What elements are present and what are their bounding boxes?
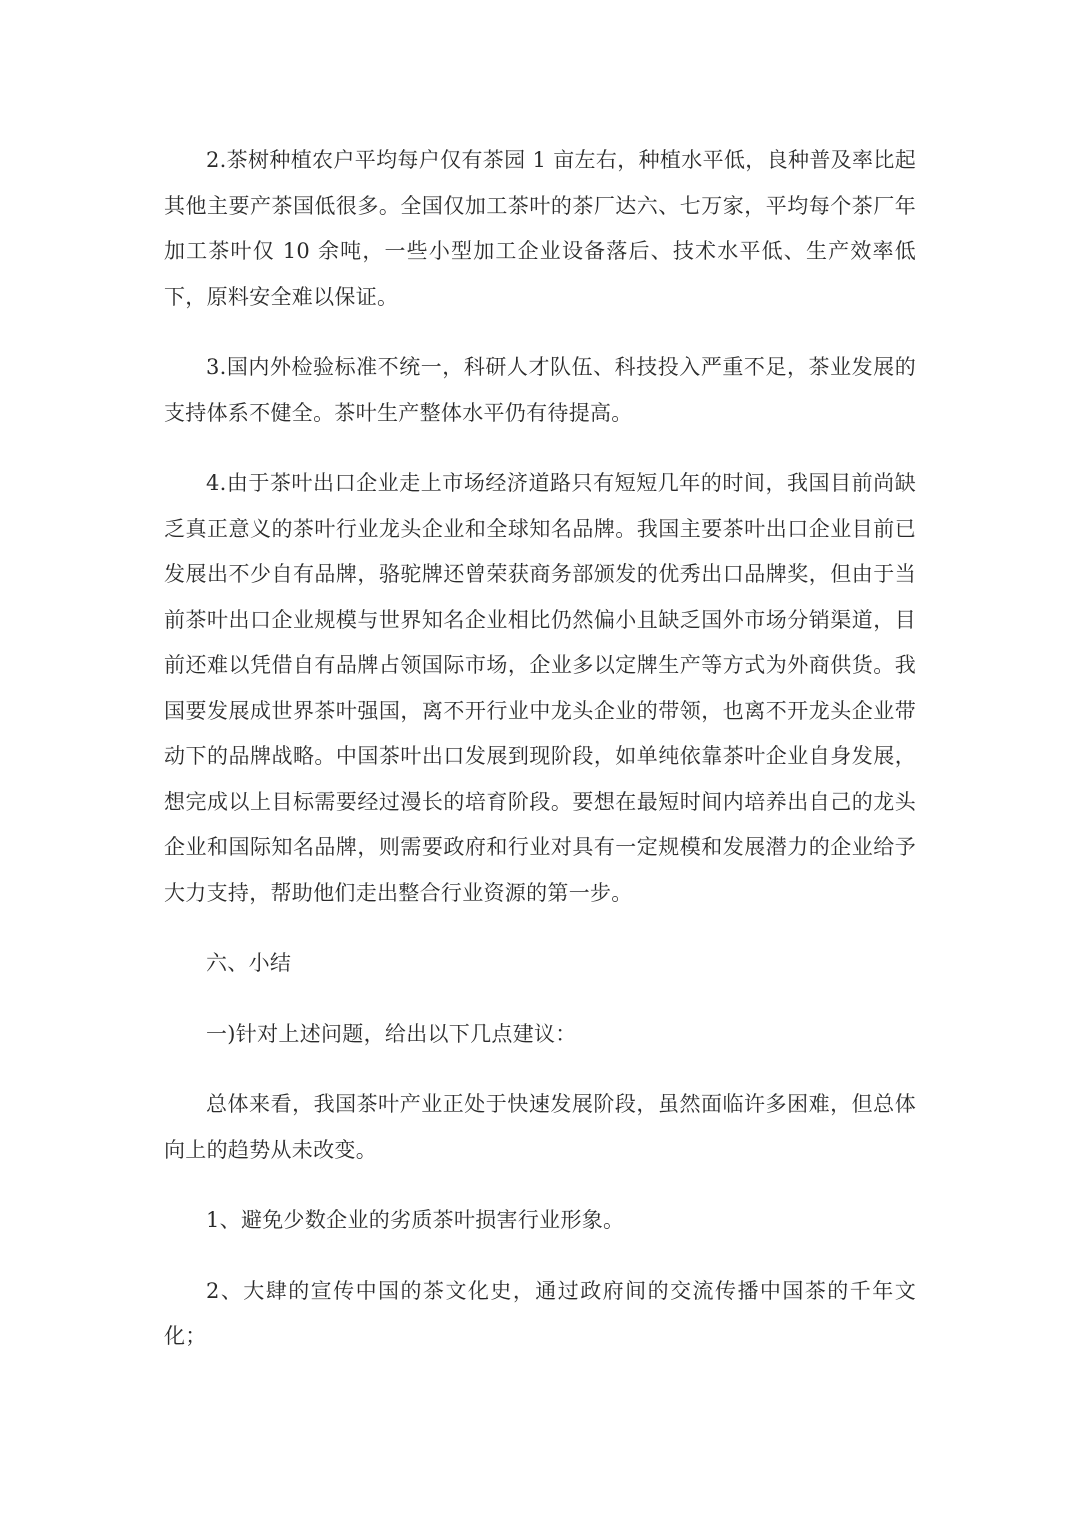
paragraph-point-3: 3.国内外检验标准不统一，科研人才队伍、科技投入严重不足，茶业发展的支持体系不健全。茶叶生产整体水平仍有待提高。 xyxy=(164,355,916,425)
suggestion-item-2: 2、大肆的宣传中国的茶文化史，通过政府间的交流传播中国茶的千年文化； xyxy=(164,1278,916,1348)
paragraph-point-4: 4.由于茶叶出口企业走上市场经济道路只有短短几年的时间，我国目前尚缺乏真正意义的茶叶行业龙头企业和全球知名品牌。我国主要茶叶出口企业目前已发展出不少自有品牌，骆驼牌还曾荣获商务部颁发的优秀出口品牌奖，但由于当前茶叶出口企业规模与世界知名企业相比仍然偏小且缺乏国外市场分销渠道，目前还难以凭借自有品牌占领国际市场，企业多以定牌生产等方式为外商供货。我国要发展成世界茶叶强国，离不开行业中龙头企业的带领，也离不开龙头企业带动下的品牌战略。中国茶叶出口发展到现阶段，如单纯依靠茶叶企业自身发展，想完成以上目标需要经过漫长的培育阶段。要想在最短时间内培养出自己的龙头企业和国际知名品牌，则需要政府和行业对具有一定规模和发展潜力的企业给予大力支持，帮助他们走出整合行业资源的第一步。 xyxy=(164,471,916,905)
section-heading-summary: 六、小结 xyxy=(206,951,292,975)
paragraph-point-2: 2.茶树种植农户平均每户仅有茶园 1 亩左右，种植水平低，良种普及率比起其他主要产茶国低很多。全国仅加工茶叶的茶厂达六、七万家，平均每个茶厂年加工茶叶仅 10 余吨，一些小型加工企业设备落后、技术水平低、生产效率低下，原料安全难以保证。 xyxy=(164,148,916,309)
document-body xyxy=(164,138,916,1384)
suggestion-item-1: 1、避免少数企业的劣质茶叶损害行业形象。 xyxy=(206,1208,625,1232)
subheading-suggestions: 一)针对上述问题，给出以下几点建议： xyxy=(206,1021,577,1046)
paragraph-overview: 总体来看，我国茶叶产业正处于快速发展阶段，虽然面临许多困难，但总体向上的趋势从未改变。 xyxy=(164,1092,916,1162)
